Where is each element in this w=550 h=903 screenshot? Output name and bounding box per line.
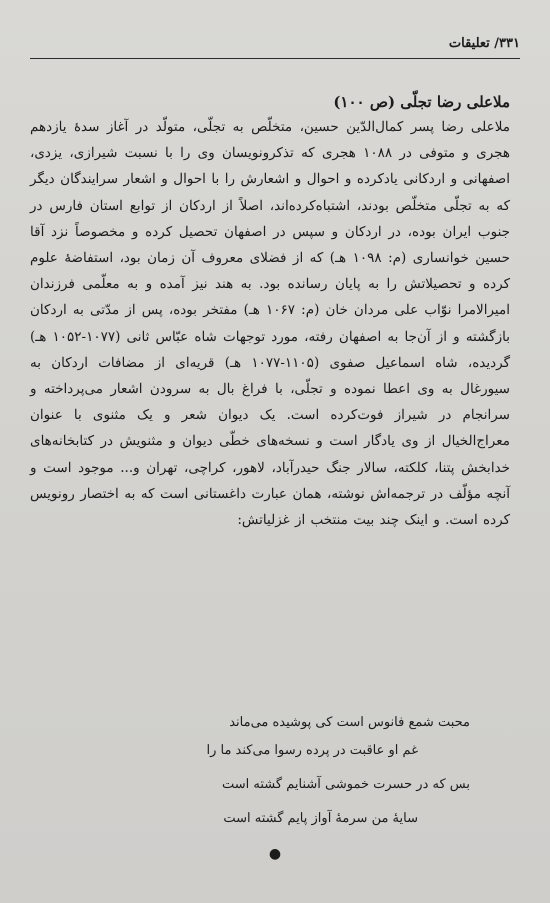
poem-line-1: محبت شمع فانوس است کی پوشیده می‌ماند bbox=[229, 715, 470, 730]
body-text bbox=[30, 114, 510, 533]
poem-line-3: بس که در حسرت خموشی آشنایم گشته است bbox=[222, 777, 470, 792]
running-header bbox=[30, 36, 520, 56]
end-ornament: ● bbox=[268, 846, 282, 862]
page-label: ۳۳۱/ تعلیقات bbox=[448, 36, 520, 51]
body-paragraph: ملاعلی رضا پسر کمال‌الدّین حسین، متخلّص به تجلّی، متولّد در آغاز سدهٔ یازدهم هجری و متوفی در ۱۰۸۸ هجری که تذکرونویسان وی را با نسبت شیرازی، یزدی، اصفهانی و اردکانی یادکرده و احوال و اشعارش را با احوال و اشعار سرایندگان دیگر که به تجلّی متخلّص بودند، اشتباه‌کرده‌اند، اصلاً از اردکان از توابع استان فارس در جنوب ایران بوده، در اردکان و سپس در اصفهان تحصیل کرده و مخصوصاً نزد آقا حسین خوانساری (م: ۱۰۹۸ هـ) که از فضلای معروف آن زمان بود، استفاضهٔ علوم کرده و تحصیلاتش را به پایان رسانده بود. به هند نیز آمده و به معلّمی فرزندان امیرالامرا نوّاب علی مردان خان (م: ۱۰۶۷ هـ) مفتخر بوده، پس از مدّتی به اردکان بازگشته و از آن‌جا به اصفهان رفته، مورد توجهات شاه عبّاس ثانی (۱۰۷۷-۱۰۵۲ هـ) گردیده، شاه اسماعیل صفوی (۱۱۰۵-۱۰۷۷ هـ) قریه‌ای از مضافات اردکان به سیورغال به وی اعطا نموده و تجلّی، با فراغ بال به سرودن اشعار می‌پرداخته و سرانجام در شیراز فوت‌کرده است. یک دیوان شعر و یک مثنوی با عنوان معراج‌الخیال از وی یادگار است و نسخه‌های خطّی دیوان و مثنویش در کتابخانه‌های خدابخش پتنا، کلکته، سالار جنگ حیدرآباد، لاهور، کراچی، تهران و... موجود است و آنچه مؤلّف در ترجمه‌اش نوشته، همان عبارت داغستانی است که به اختصار رونویس کرده است. و اینک چند بیت منتخب از غزلیاتش: bbox=[30, 119, 511, 529]
header-rule bbox=[30, 58, 520, 59]
poem-line-2: غم او عاقبت در پرده رسوا می‌کند ما را bbox=[206, 743, 418, 758]
poem-line-4: سایهٔ من سرمهٔ آواز پایم گشته است bbox=[223, 811, 418, 826]
section-title: ملاعلی رضا تجلّی (ص ۱۰۰) bbox=[333, 93, 510, 111]
